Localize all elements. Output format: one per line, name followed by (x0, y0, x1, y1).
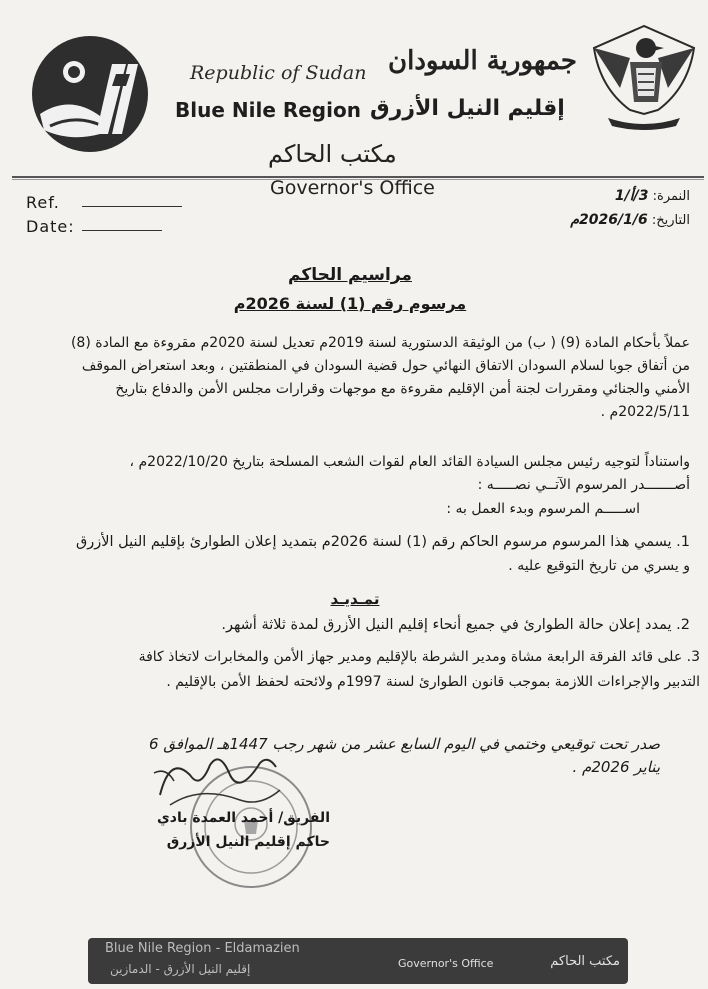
issued-statement: صدر تحت توقيعي وختمي في اليوم السابع عشر من شهر رجب 1447هـ الموافق 6 يناير 2026م . (149, 735, 660, 776)
article-1: 1. يسمي هذا المرسوم مرسوم الحاكم رقم (1) لسنة 2026م بتمديد إعلان الطوارئ بإقليم النيل الأزرق (75, 534, 690, 550)
ref-arabic (540, 188, 690, 204)
directive-paragraph: واستناداً لتوجيه رئيس مجلس السيادة القائد العام لقوات الشعب المسلحة بتاريخ 2022/10/20م ، (129, 454, 690, 470)
region-english: Blue Nile Region (175, 98, 361, 122)
article-3-continued: التدبير والإجراءات اللازمة بموجب قانون الطوارئ لسنة 1997م ولائحته لحفظ الأمن بالإقليم . (166, 674, 700, 690)
ref-label-english: Ref. (26, 193, 60, 212)
extension-heading: تمـديـد (330, 590, 380, 608)
office-arabic: مكتب الحاكم (268, 140, 397, 168)
footer-region-arabic: إقليم النيل الأزرق - الدمازين (110, 962, 251, 976)
sudan-emblem (590, 18, 698, 133)
date-label-english: Date: (26, 217, 75, 236)
footer-region-english: Blue Nile Region - Eldamazien (105, 941, 300, 956)
date-blank-line (82, 230, 162, 231)
republic-arabic: جمهورية السودان (388, 46, 577, 76)
decree-number: مرسوم رقم (1) لسنة 2026م (233, 294, 467, 313)
preamble-paragraph: عملاً بأحكام المادة (9) ( ب) من الوثيقة الدستورية لسنة 2019م تعديل لسنة 2020م مقروءة مع المادة (8) من أتفاق جوبا لسلام السودان الاتفاق النهائي حول قضية السودان في المنطقتين ، وبعد استعراض الموقف الأمني والجنائي ومقررات لجنة أمن الإقليم مقروءة مع موجهات وقرارات مجلس الأمن والدفاع بتاريخ 2022/5/11م . (70, 335, 690, 420)
footer-office-arabic: مكتب الحاكم (550, 954, 620, 969)
article-2: 2. يمدد إعلان حالة الطوارئ في جميع أنحاء إقليم النيل الأزرق لمدة ثلاثة أشهر. (221, 617, 690, 633)
region-arabic: إقليم النيل الأزرق (370, 96, 565, 121)
region-logo (30, 34, 150, 154)
signature (140, 745, 290, 815)
ref-blank-line (82, 206, 182, 207)
issuance-line: أصـــــــدر المرسوم الآتــي نصـــــه : (477, 477, 690, 493)
decree-name-heading: اســـــم المرسوم وبدء العمل به : (446, 501, 640, 517)
footer-office-english: Governor's Office (398, 957, 494, 970)
date-label-arabic: التاريخ: (651, 213, 690, 228)
office-english: Governor's Office (270, 177, 435, 199)
decrees-title: مراسيم الحاكم (288, 265, 412, 285)
article-1-continued: و يسري من تاريخ التوقيع عليه . (508, 558, 690, 574)
signatory-title: حاكم إقليم النيل الأزرق (166, 834, 330, 850)
ref-value-arabic: 3/أ/1 (614, 188, 649, 204)
ref-label-arabic: النمرة: (652, 189, 690, 204)
date-value-arabic: 2026/1/6م (570, 212, 648, 228)
article-3: 3. على قائد الفرقة الرابعة مشاة ومدير الشرطة بالإقليم ومدير جهاز الأمن والمخابرات لاتخاذ كافة (138, 649, 700, 665)
signatory-name: الفريق/ أحمد العمدة بادي (156, 810, 330, 826)
republic-english: Republic of Sudan (190, 62, 367, 84)
date-arabic (540, 212, 690, 228)
